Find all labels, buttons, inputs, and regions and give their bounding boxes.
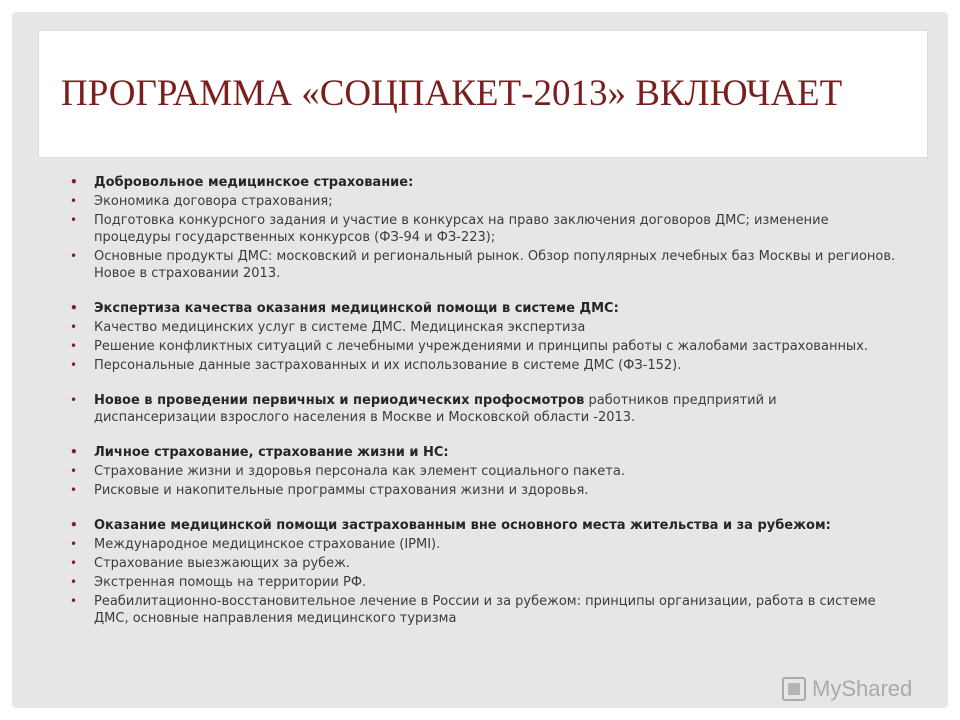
- list-item-text: Экстренная помощь на территории РФ.: [94, 575, 367, 590]
- heading-text: Новое в проведении первичных и периодических профосмотров: [94, 393, 585, 408]
- list-item: [70, 555, 900, 572]
- list-item-text: Качество медицинских услуг в системе ДМС. Медицинская экспертиза: [94, 320, 586, 335]
- list-item: [70, 574, 900, 591]
- list-item-text: Основные продукты ДМС: московский и региональный рынок. Обзор популярных лечебных баз Москвы и регионов. Новое в страховании 2013.: [94, 249, 896, 281]
- heading-text: Добровольное медицинское страхование:: [94, 175, 414, 190]
- list-item: [70, 357, 900, 374]
- list-item: [70, 338, 900, 355]
- list-item: [70, 482, 900, 499]
- list-item: [70, 536, 900, 553]
- list-item: [70, 193, 900, 210]
- section-heading: [70, 392, 900, 426]
- bullet-icon: •: [70, 537, 78, 551]
- slide: [12, 12, 948, 708]
- bullet-icon: •: [70, 175, 78, 189]
- bullet-icon: •: [70, 518, 78, 532]
- bullet-icon: •: [70, 464, 78, 478]
- bullet-content: [70, 174, 900, 645]
- bullet-icon: •: [70, 575, 78, 589]
- bullet-icon: •: [70, 194, 78, 208]
- watermark-logo-icon: [782, 677, 806, 701]
- list-item: [70, 593, 900, 627]
- bullet-icon: •: [70, 213, 78, 227]
- section-quality: [70, 300, 900, 374]
- list-item: [70, 319, 900, 336]
- slide-title: ПРОГРАММА «СОЦПАКЕТ-2013» ВКЛЮЧАЕТ: [61, 73, 843, 114]
- list-item-text: Международное медицинское страхование (IPMI).: [94, 537, 441, 552]
- section-heading: [70, 300, 900, 317]
- list-item-text: Страхование жизни и здоровья персонала как элемент социального пакета.: [94, 464, 625, 479]
- heading-text: Личное страхование, страхование жизни и НС:: [94, 445, 449, 460]
- section-heading: [70, 174, 900, 191]
- heading-tail-text: работников предприятий и диспансеризации взрослого населения в Москве и Московской области -2013.: [94, 393, 777, 425]
- bullet-icon: •: [70, 301, 78, 315]
- bullet-icon: •: [70, 339, 78, 353]
- bullet-icon: •: [70, 393, 78, 407]
- bullet-icon: •: [70, 483, 78, 497]
- list-item-text: Страхование выезжающих за рубеж.: [94, 556, 351, 571]
- list-item-text: Решение конфликтных ситуаций с лечебными учреждениями и принципы работы с жалобами застрахованных.: [94, 339, 869, 354]
- section-abroad: [70, 517, 900, 627]
- list-item: [70, 248, 900, 282]
- section-heading: [70, 517, 900, 534]
- list-item-text: Рисковые и накопительные программы страхования жизни и здоровья.: [94, 483, 589, 498]
- bullet-icon: •: [70, 556, 78, 570]
- list-item-text: Персональные данные застрахованных и их использование в системе ДМС (ФЗ-152).: [94, 358, 682, 373]
- title-box: [39, 31, 927, 157]
- bullet-icon: •: [70, 358, 78, 372]
- watermark: [782, 676, 912, 702]
- bullet-icon: •: [70, 320, 78, 334]
- heading-text: Оказание медицинской помощи застрахованным вне основного места жительства и за рубежом:: [94, 518, 831, 533]
- bullet-icon: •: [70, 249, 78, 263]
- bullet-icon: •: [70, 594, 78, 608]
- list-item-text: Экономика договора страхования;: [94, 194, 333, 209]
- list-item-text: Подготовка конкурсного задания и участие в конкурсах на право заключения договоров ДМС; изменение процедуры государственных конкурсов (ФЗ-94 и ФЗ-223);: [94, 213, 829, 245]
- list-item: [70, 463, 900, 480]
- section-dms: [70, 174, 900, 282]
- heading-text: Экспертиза качества оказания медицинской помощи в системе ДМС:: [94, 301, 619, 316]
- list-item: [70, 212, 900, 246]
- section-life: [70, 444, 900, 499]
- section-heading: [70, 444, 900, 461]
- section-checkups: [70, 392, 900, 426]
- bullet-icon: •: [70, 445, 78, 459]
- watermark-text: MyShared: [812, 676, 913, 701]
- list-item-text: Реабилитационно-восстановительное лечение в России и за рубежом: принципы организации, работа в системе ДМС, основные направления медицинского туризма: [94, 594, 876, 626]
